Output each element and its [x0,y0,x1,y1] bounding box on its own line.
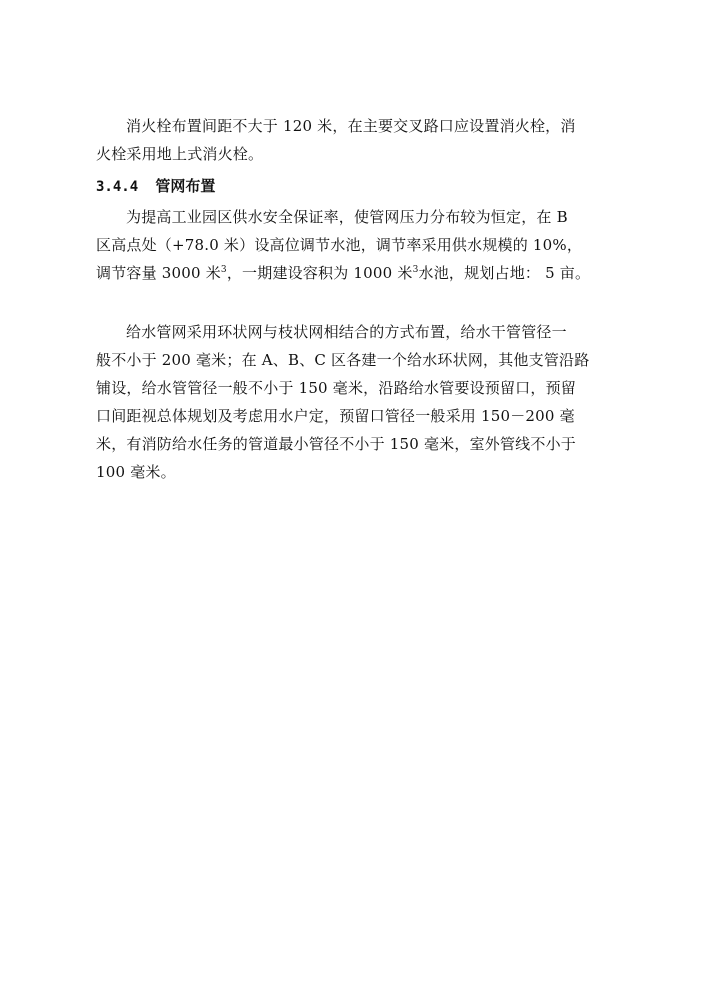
paragraph-line: 口间距视总体规划及考虑用水户定，预留口管径一般采用 150－200 毫 [96,407,575,425]
paragraph-line: 般不小于 200 毫米；在 A、B、C 区各建一个给水环状网，其他支管沿路 [96,351,590,369]
paragraph-line: 区高点处（+78.0 米）设高位调节水池，调节率采用供水规模的 10%， [96,236,583,254]
paragraph-fire-hydrant [96,112,608,168]
paragraph-line: 100 毫米。 [96,463,176,481]
paragraph-pipe-network [96,318,608,486]
paragraph-reservoir [96,203,608,287]
paragraph-line: 消火栓布置间距不大于 120 米，在主要交叉路口应设置消火栓，消 [126,117,576,135]
superscript: 3 [412,265,419,275]
text-run: ，一期建设容积为 1000 米 [226,264,413,282]
paragraph-line: 米，有消防给水任务的管道最小管径不小于 150 毫米，室外管线不小于 [96,435,576,453]
paragraph-line [96,259,608,287]
paragraph-line: 火栓采用地上式消火栓。 [96,145,264,163]
paragraph-line: 给水管网采用环状网与枝状网相结合的方式布置，给水干管管径一 [126,323,567,341]
section-title: 管网布置 [155,177,216,195]
text-run: 调节容量 3000 米 [96,264,221,282]
section-number: 3.4.4 [96,179,139,195]
section-heading [96,172,215,201]
superscript: 3 [220,265,227,275]
paragraph-line: 铺设，给水管管径一般不小于 150 毫米，沿路给水管要设预留口，预留 [96,379,576,397]
text-run: 水池，规划占地： 5 亩。 [418,264,591,282]
paragraph-line: 为提高工业园区供水安全保证率，使管网压力分布较为恒定，在 B [126,208,568,226]
